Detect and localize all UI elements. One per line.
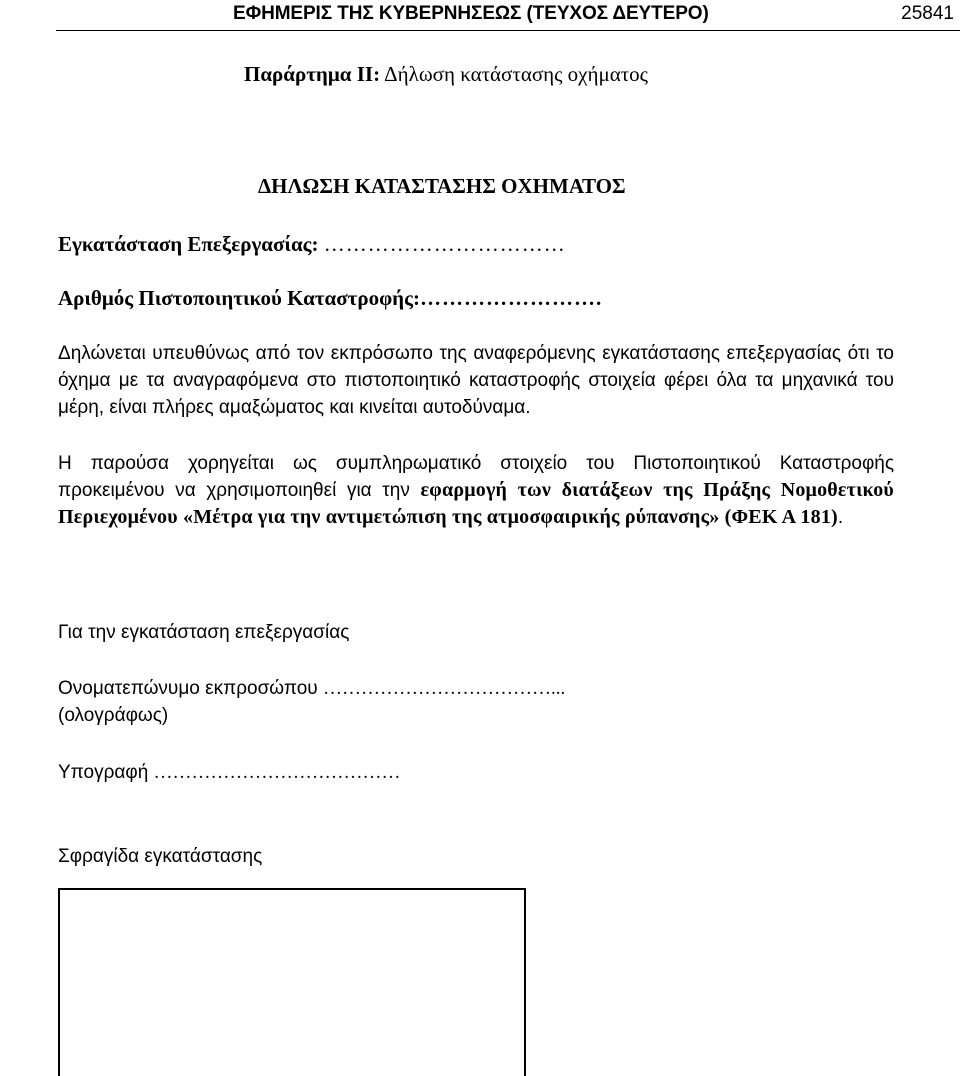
gazette-title: ΕΦΗΜΕΡΙΣ ΤΗΣ ΚΥΒΕΡΝΗΣΕΩΣ (ΤΕΥΧΟΣ ΔΕΥΤΕΡΟ)	[233, 3, 709, 24]
signature-field	[58, 762, 401, 784]
purpose-text: Η παρούσα χορηγείται ως συμπληρωματικό στοιχείο του Πιστοποιητικού Καταστροφής προκειμένου να χρησιμοποιηθεί για την	[58, 453, 894, 502]
annex-heading	[244, 62, 648, 87]
signature-label: Υπογραφή	[58, 762, 154, 783]
stamp-label: Σφραγίδα εγκατάστασης	[58, 846, 263, 867]
handwritten-note: (ολογράφως)	[58, 705, 169, 726]
header-rule	[56, 30, 960, 31]
signature-dots: …………………………………	[153, 762, 401, 783]
certificate-dots: …………………….	[419, 286, 603, 310]
stamp-box	[58, 888, 526, 1076]
representative-name-field	[58, 678, 565, 700]
name-label: Ονοματεπώνυμο εκπροσώπου	[58, 678, 323, 699]
purpose-end: .	[837, 507, 844, 529]
facility-dots: ……………………………	[323, 232, 566, 256]
page-number: 25841	[901, 3, 954, 24]
for-facility-label: Για την εγκατάσταση επεξεργασίας	[58, 622, 350, 643]
facility-field	[58, 232, 566, 257]
name-dots: ………………………………...	[322, 678, 566, 699]
certificate-field	[58, 286, 602, 311]
facility-label: Εγκατάσταση Επεξεργασίας:	[58, 232, 319, 256]
page-header	[0, 0, 960, 31]
annex-subtitle: Δήλωση κατάστασης οχήματος	[380, 62, 649, 86]
declaration-paragraph: Δηλώνεται υπευθύνως από τον εκπρόσωπο της αναφερόμενης εγκατάστασης επεξεργασίας ότι το όχημα με τα αναγραφόμενα στο πιστοποιητικό καταστροφής στοιχεία φέρει όλα τα μηχανικά του μέρη, είναι πλήρες αμαξώματος και κινείται αυτοδύναμα.	[58, 343, 894, 419]
annex-label: Παράρτημα ΙΙ:	[244, 62, 381, 86]
certificate-label: Αριθμός Πιστοποιητικού Καταστροφής:	[58, 286, 420, 310]
purpose-legislation: εφαρμογή των διατάξεων της Πράξης Νομοθετικού Περιεχομένου «Μέτρα για την αντιμετώπιση της ατμοσφαιρικής ρύπανσης» (ΦΕΚ Α 181)	[58, 479, 895, 529]
purpose-paragraph	[58, 450, 894, 532]
document-title: ΔΗΛΩΣΗ ΚΑΤΑΣΤΑΣΗΣ ΟΧΗΜΑΤΟΣ	[258, 174, 626, 198]
